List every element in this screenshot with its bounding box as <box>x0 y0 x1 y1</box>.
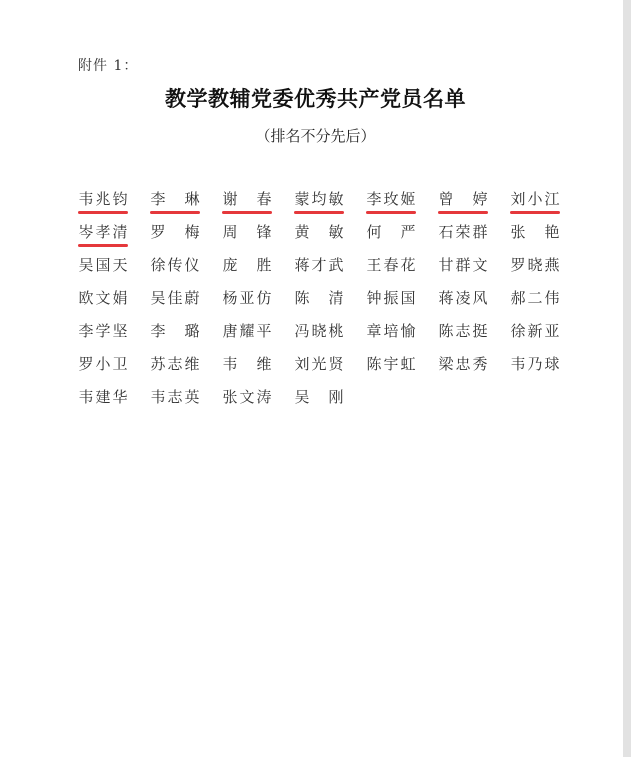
name-char: 陈 <box>366 355 382 373</box>
name-char: 娟 <box>112 289 128 307</box>
name-char: 韦 <box>78 190 94 208</box>
name-row <box>78 188 568 221</box>
name-char: 陈 <box>438 322 454 340</box>
name-entry <box>78 287 130 309</box>
name-char: 徐 <box>510 322 526 340</box>
name-char: 春 <box>256 190 272 208</box>
name-char: 韦 <box>510 355 526 373</box>
name-char: 玫 <box>383 190 399 208</box>
name-char: 贤 <box>328 355 344 373</box>
name-char: 刘 <box>294 355 310 373</box>
name-char: 志 <box>455 322 471 340</box>
name-char: 周 <box>222 223 238 241</box>
name-char: 璐 <box>184 322 200 340</box>
name-char: 卫 <box>112 355 128 373</box>
name-char: 忠 <box>455 355 471 373</box>
name-char: 蒋 <box>438 289 454 307</box>
name-char: 乃 <box>527 355 543 373</box>
name-entry <box>438 287 490 309</box>
highlighted-name <box>222 188 274 210</box>
name-entry <box>510 320 562 342</box>
name-char: 晓 <box>527 256 543 274</box>
name-char: 郝 <box>510 289 526 307</box>
name-entry <box>438 254 490 276</box>
name-char: 敏 <box>328 223 344 241</box>
name-char: 维 <box>184 355 200 373</box>
name-entry <box>510 353 562 375</box>
name-entry <box>78 386 130 408</box>
name-char: 徐 <box>150 256 166 274</box>
name-char: 球 <box>544 355 560 373</box>
name-char: 韦 <box>78 388 94 406</box>
name-entry <box>510 254 562 276</box>
name-entry <box>78 353 130 375</box>
name-char: 英 <box>184 388 200 406</box>
name-char: 亚 <box>544 322 560 340</box>
name-char: 兆 <box>95 190 111 208</box>
name-char: 李 <box>150 190 166 208</box>
name-entry <box>438 353 490 375</box>
name-char: 唐 <box>222 322 238 340</box>
name-char: 荣 <box>455 223 471 241</box>
name-entry <box>222 287 274 309</box>
page-subtitle: （排名不分先后） <box>255 127 376 145</box>
name-entry <box>150 386 202 408</box>
highlighted-name <box>438 188 490 210</box>
name-char: 小 <box>95 355 111 373</box>
name-char: 武 <box>328 256 344 274</box>
name-entry <box>366 353 418 375</box>
name-list <box>78 188 568 419</box>
name-char: 罗 <box>510 256 526 274</box>
name-char: 秀 <box>472 355 488 373</box>
name-char: 胜 <box>256 256 272 274</box>
name-entry <box>294 386 346 408</box>
name-entry <box>294 254 346 276</box>
name-char: 钧 <box>112 190 128 208</box>
name-entry <box>222 320 274 342</box>
name-char: 宇 <box>383 355 399 373</box>
name-entry <box>150 254 202 276</box>
name-char: 梅 <box>184 223 200 241</box>
name-entry <box>294 320 346 342</box>
name-char: 光 <box>311 355 327 373</box>
name-row <box>78 254 568 287</box>
name-char: 曾 <box>438 190 454 208</box>
name-entry <box>150 287 202 309</box>
name-char: 艳 <box>544 223 560 241</box>
name-char: 章 <box>366 322 382 340</box>
name-entry <box>366 254 418 276</box>
attachment-label: 附件 1： <box>78 58 139 74</box>
name-char: 风 <box>472 289 488 307</box>
highlighted-name <box>150 188 202 210</box>
name-char: 苏 <box>150 355 166 373</box>
name-entry <box>294 287 346 309</box>
highlighted-name <box>78 221 130 243</box>
name-entry <box>222 353 274 375</box>
name-char: 晓 <box>311 322 327 340</box>
name-char: 清 <box>112 223 128 241</box>
name-char: 志 <box>167 355 183 373</box>
name-char: 严 <box>400 223 416 241</box>
name-entry <box>294 353 346 375</box>
name-char: 韦 <box>150 388 166 406</box>
name-char: 吴 <box>78 256 94 274</box>
name-char: 罗 <box>78 355 94 373</box>
name-char: 均 <box>311 190 327 208</box>
name-char: 梁 <box>438 355 454 373</box>
name-char: 文 <box>472 256 488 274</box>
name-char: 何 <box>366 223 382 241</box>
name-char: 愉 <box>400 322 416 340</box>
name-char: 姬 <box>400 190 416 208</box>
page-title: 教学教辅党委优秀共产党员名单 <box>165 87 466 111</box>
highlighted-name <box>366 188 418 210</box>
name-char: 韦 <box>222 355 238 373</box>
name-char: 燕 <box>544 256 560 274</box>
name-char: 华 <box>112 388 128 406</box>
name-char: 李 <box>366 190 382 208</box>
name-char: 刘 <box>510 190 526 208</box>
name-char: 新 <box>527 322 543 340</box>
name-char: 平 <box>256 322 272 340</box>
name-char: 涛 <box>256 388 272 406</box>
name-char: 坚 <box>112 322 128 340</box>
name-char: 振 <box>383 289 399 307</box>
name-char: 敏 <box>328 190 344 208</box>
name-char: 群 <box>472 223 488 241</box>
name-char: 谢 <box>222 190 238 208</box>
name-char: 庞 <box>222 256 238 274</box>
name-char: 蒋 <box>294 256 310 274</box>
name-char: 伟 <box>544 289 560 307</box>
highlighted-name <box>78 188 130 210</box>
name-char: 文 <box>239 388 255 406</box>
name-row <box>78 386 568 419</box>
highlighted-name <box>294 188 346 210</box>
name-char: 群 <box>455 256 471 274</box>
name-char: 吴 <box>294 388 310 406</box>
name-char: 吴 <box>150 289 166 307</box>
page-edge-shadow <box>623 0 631 757</box>
name-char: 国 <box>95 256 111 274</box>
name-char: 婷 <box>472 190 488 208</box>
name-entry <box>366 221 418 243</box>
name-char: 天 <box>112 256 128 274</box>
name-char: 耀 <box>239 322 255 340</box>
name-char: 钟 <box>366 289 382 307</box>
name-char: 建 <box>95 388 111 406</box>
name-entry <box>78 254 130 276</box>
name-char: 冯 <box>294 322 310 340</box>
name-char: 才 <box>311 256 327 274</box>
name-char: 杨 <box>222 289 238 307</box>
name-char: 李 <box>150 322 166 340</box>
name-char: 传 <box>167 256 183 274</box>
name-char: 锋 <box>256 223 272 241</box>
name-entry <box>366 287 418 309</box>
name-row <box>78 353 568 386</box>
name-char: 凌 <box>455 289 471 307</box>
name-entry <box>510 221 562 243</box>
name-char: 桃 <box>328 322 344 340</box>
name-char: 亚 <box>239 289 255 307</box>
name-char: 清 <box>328 289 344 307</box>
name-char: 春 <box>383 256 399 274</box>
name-entry <box>438 320 490 342</box>
name-char: 张 <box>222 388 238 406</box>
name-char: 花 <box>400 256 416 274</box>
name-char: 刚 <box>328 388 344 406</box>
name-char: 文 <box>95 289 111 307</box>
name-char: 甘 <box>438 256 454 274</box>
name-char: 挺 <box>472 322 488 340</box>
name-char: 学 <box>95 322 111 340</box>
name-char: 蒙 <box>294 190 310 208</box>
name-char: 维 <box>256 355 272 373</box>
name-char: 培 <box>383 322 399 340</box>
name-char: 蔚 <box>184 289 200 307</box>
name-char: 二 <box>527 289 543 307</box>
name-char: 孝 <box>95 223 111 241</box>
name-char: 虹 <box>400 355 416 373</box>
name-char: 罗 <box>150 223 166 241</box>
name-char: 国 <box>400 289 416 307</box>
name-entry <box>150 221 202 243</box>
name-char: 仪 <box>184 256 200 274</box>
name-entry <box>366 320 418 342</box>
name-row <box>78 287 568 320</box>
name-char: 佳 <box>167 289 183 307</box>
name-entry <box>222 254 274 276</box>
name-char: 志 <box>167 388 183 406</box>
name-char: 小 <box>527 190 543 208</box>
name-char: 岑 <box>78 223 94 241</box>
name-char: 王 <box>366 256 382 274</box>
highlighted-name <box>510 188 562 210</box>
name-row <box>78 320 568 353</box>
name-entry <box>222 221 274 243</box>
name-entry <box>150 353 202 375</box>
name-char: 欧 <box>78 289 94 307</box>
name-entry <box>150 320 202 342</box>
name-entry <box>78 320 130 342</box>
name-char: 石 <box>438 223 454 241</box>
name-entry <box>294 221 346 243</box>
name-char: 江 <box>544 190 560 208</box>
name-char: 仿 <box>256 289 272 307</box>
name-entry <box>438 221 490 243</box>
name-entry <box>510 287 562 309</box>
name-char: 黄 <box>294 223 310 241</box>
name-char: 陈 <box>294 289 310 307</box>
name-char: 李 <box>78 322 94 340</box>
name-row <box>78 221 568 254</box>
name-char: 琳 <box>184 190 200 208</box>
name-entry <box>222 386 274 408</box>
name-char: 张 <box>510 223 526 241</box>
